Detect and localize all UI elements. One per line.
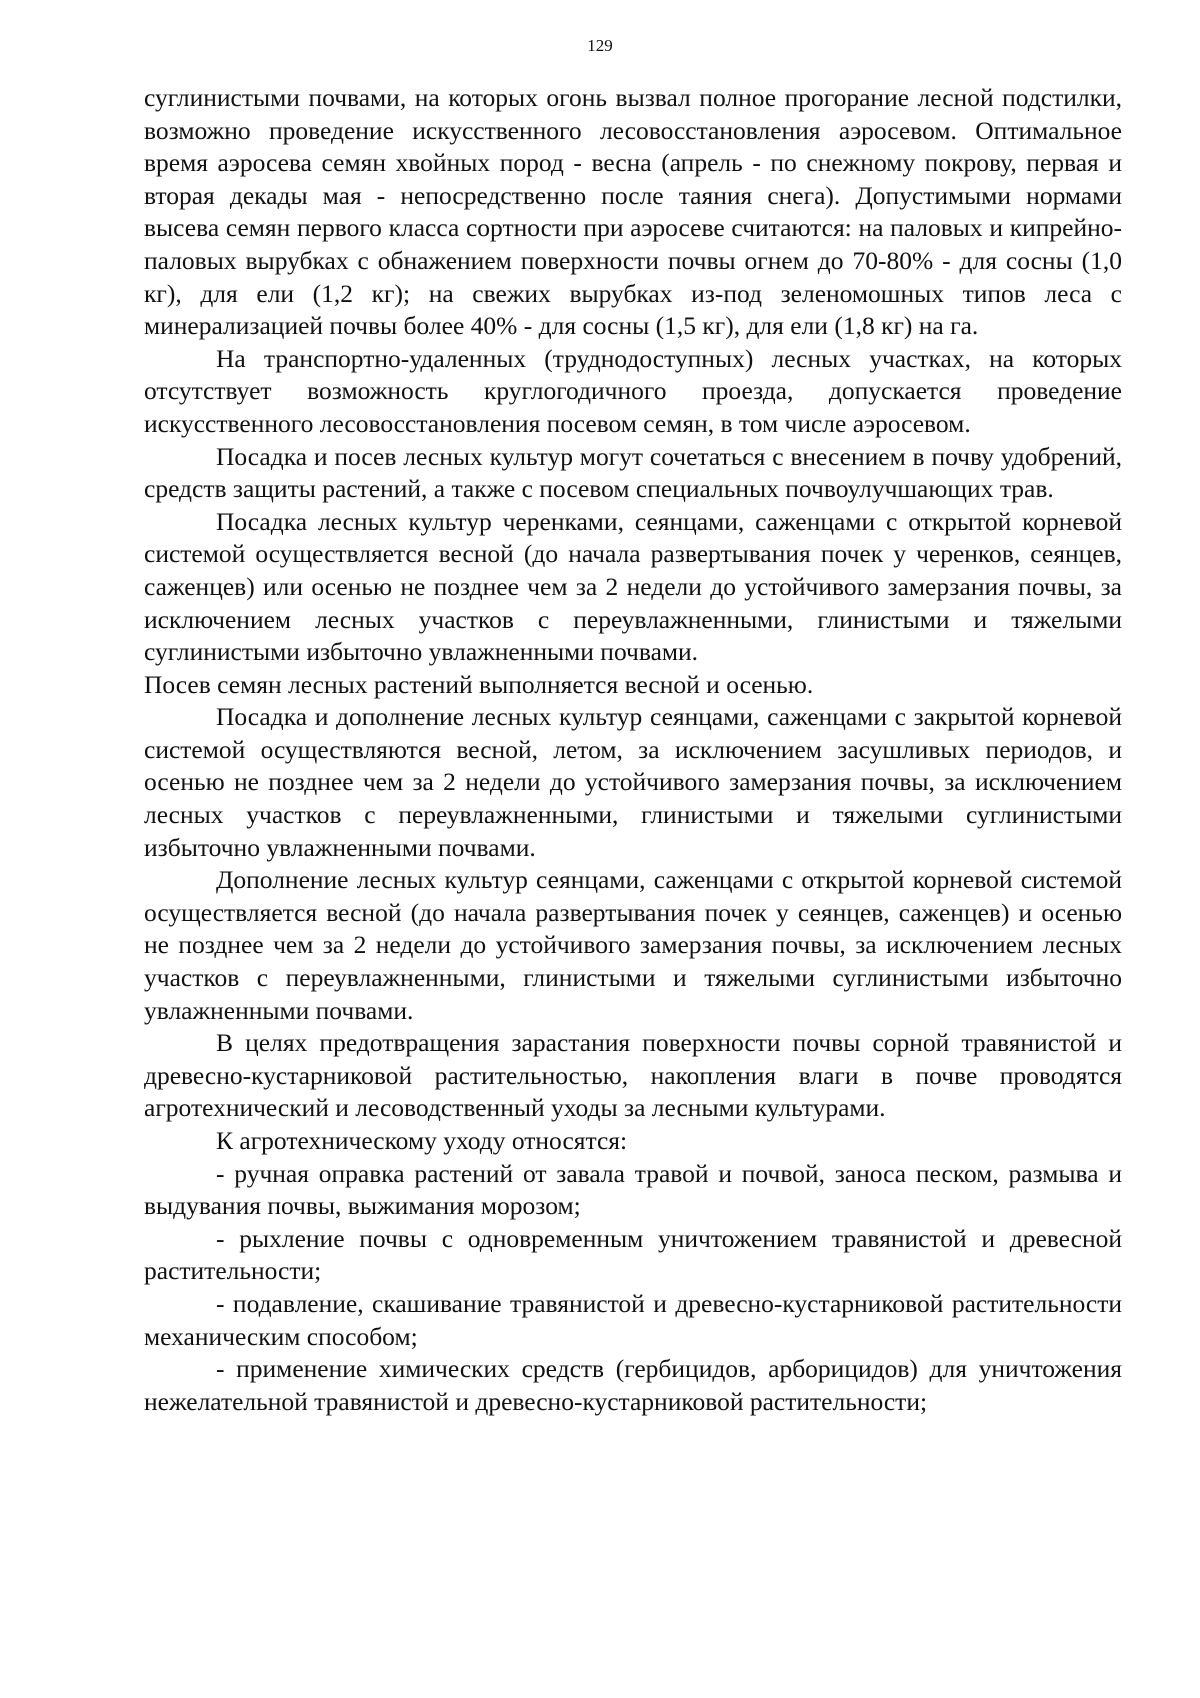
paragraph: Посадка лесных культур черенками, сеянцами, саженцами с открытой корневой системой осуществляется весной (до начала развертывания почек у черенков, сеянцев, саженцев) или осенью не позднее чем за 2 недели до устойчивого замерзания почвы, за исключением лесных участков с переувлажненными, глинистыми и тяжелыми суглинистыми избыточно увлажненными почвами. — [144, 506, 1122, 667]
page-body — [144, 82, 1122, 1418]
paragraph: Посев семян лесных растений выполняется весной и осенью. — [144, 669, 814, 699]
paragraph: Дополнение лесных культур сеянцами, саженцами с открытой корневой системой осуществляется весной (до начала развертывания почек у сеянцев, саженцев) и осенью не позднее чем за 2 недели до устойчивого замерзания почвы, за исключением лесных участков с переувлажненными, глинистыми и тяжелыми суглинистыми избыточно увлажненными почвами. — [144, 865, 1122, 1025]
list-item: - рыхление почвы с одновременным уничтожением травянистой и древесной растительности; — [144, 1223, 1122, 1286]
paragraph: На транспортно-удаленных (труднодоступных) лесных участках, на которых отсутствует возможность круглогодичного проезда, допускается проведение искусственного лесовосстановления посевом семян, в том числе аэросевом. — [144, 343, 1122, 438]
paragraph: К агротехническому уходу относятся: — [216, 1126, 628, 1155]
list-item: - подавление, скашивание травянистой и древесно-кустарниковой растительности механическим способом; — [144, 1288, 1122, 1351]
paragraph: суглинистыми почвами, на которых огонь вызвал полное прогорание лесной подстилки, возможно проведение искусственного лесовосстановления аэросевом. Оптимальное время аэросева семян хвойных пород - весна (апрель - по снежному покрову, первая и вторая декады мая - непосредственно после таяния снега). Допустимыми нормами высева семян первого класса сортности при аэросеве считаются: на паловых и кипрейно-паловых вырубках с обнажением поверхности почвы огнем до 70-80% - для сосны (1,0 кг), для ели (1,2 кг); на свежих вырубках из-под зеленомошных типов леса с минерализацией почвы более 40% - для сосны (1,5 кг), для ели (1,8 кг) на га. — [144, 83, 1122, 341]
list-item: - применение химических средств (гербицидов, арборицидов) для уничтожения нежелательной травянистой и древесно-кустарниковой растительности; — [144, 1354, 1122, 1416]
paragraph: Посадка и дополнение лесных культур сеянцами, саженцами с закрытой корневой системой осуществляются весной, летом, за исключением засушливых периодов, и осенью не позднее чем за 2 недели до устойчивого замерзания почвы, за исключением лесных участков с переувлажненными, глинистыми и тяжелыми суглинистыми избыточно увлажненными почвами. — [144, 702, 1122, 862]
list-item: - ручная оправка растений от завала травой и почвой, заноса песком, размыва и выдувания почвы, выжимания морозом; — [144, 1158, 1122, 1221]
page-number: 129 — [587, 36, 613, 55]
paragraph: В целях предотвращения зарастания поверхности почвы сорной травянистой и древесно-кустарниковой растительностью, накопления влаги в почве проводятся агротехнический и лесоводственный уходы за лесными культурами. — [144, 1028, 1122, 1123]
paragraph: Посадка и посев лесных культур могут сочетаться с внесением в почву удобрений, средств защиты растений, а также с посевом специальных почвоулучшающих трав. — [144, 441, 1122, 504]
